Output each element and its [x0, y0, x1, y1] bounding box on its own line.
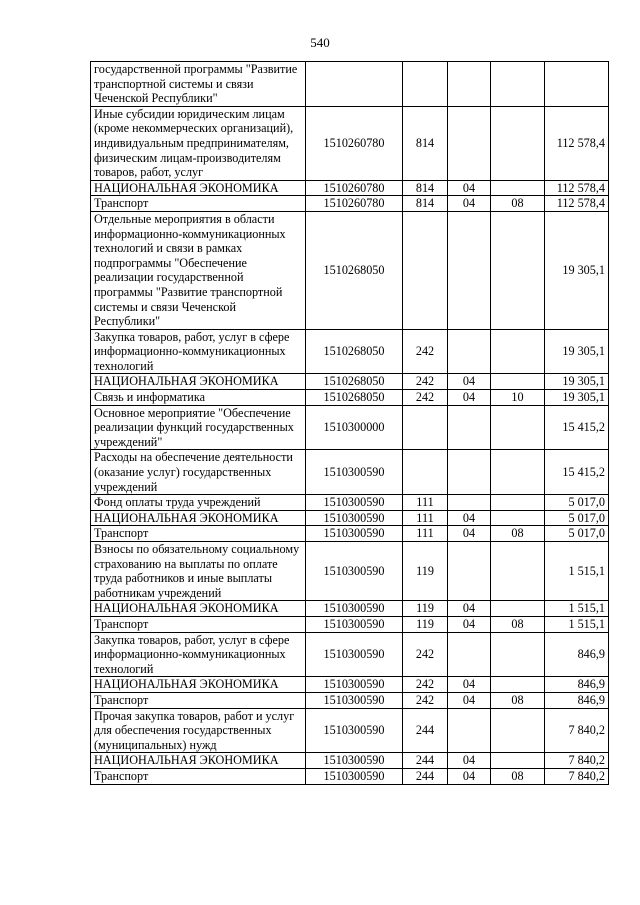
- row-amount-cell: 7 840,2: [545, 768, 609, 784]
- row-name-cell: Транспорт: [91, 692, 306, 708]
- row-target-code-cell: 1510268050: [306, 374, 403, 390]
- row-target-code-cell: 1510300590: [306, 708, 403, 753]
- row-expense-type-cell: 244: [403, 753, 448, 769]
- row-section-cell: [448, 495, 491, 511]
- row-target-code-cell: 1510300590: [306, 495, 403, 511]
- row-subsection-cell: [491, 180, 545, 196]
- row-name-cell: Закупка товаров, работ, услуг в сфере информационно-коммуникационных технологий: [91, 329, 306, 374]
- row-name-cell: Отдельные мероприятия в области информационно-коммуникационных технологий и связи в рамках подпрограммы "Обеспечение реализации государственной программы "Развитие транспортной системы и связи Чеченской Республики": [91, 211, 306, 329]
- row-amount-cell: 19 305,1: [545, 211, 609, 329]
- row-section-cell: [448, 106, 491, 180]
- row-amount-cell: 19 305,1: [545, 329, 609, 374]
- table-row: [91, 601, 609, 617]
- row-amount-cell: 5 017,0: [545, 495, 609, 511]
- row-target-code-cell: 1510300590: [306, 510, 403, 526]
- row-amount-cell: 5 017,0: [545, 510, 609, 526]
- table-row: [91, 390, 609, 406]
- row-expense-type-cell: 242: [403, 390, 448, 406]
- table-row: [91, 374, 609, 390]
- row-target-code-cell: 1510300590: [306, 450, 403, 495]
- row-target-code-cell: 1510268050: [306, 211, 403, 329]
- table-row: [91, 526, 609, 542]
- row-amount-cell: 846,9: [545, 677, 609, 693]
- row-section-cell: 04: [448, 768, 491, 784]
- row-amount-cell: 846,9: [545, 632, 609, 677]
- row-target-code-cell: 1510300590: [306, 616, 403, 632]
- row-name-cell: Транспорт: [91, 768, 306, 784]
- row-name-cell: Взносы по обязательному социальному страхованию на выплаты по оплате труда работников и иные выплаты работникам учреждений: [91, 542, 306, 601]
- table-row: [91, 495, 609, 511]
- row-target-code-cell: 1510300590: [306, 753, 403, 769]
- row-subsection-cell: 10: [491, 390, 545, 406]
- row-section-cell: [448, 405, 491, 450]
- table-row: [91, 708, 609, 753]
- row-amount-cell: 15 415,2: [545, 450, 609, 495]
- row-amount-cell: 15 415,2: [545, 405, 609, 450]
- row-subsection-cell: [491, 450, 545, 495]
- row-section-cell: [448, 632, 491, 677]
- row-section-cell: 04: [448, 616, 491, 632]
- row-section-cell: 04: [448, 374, 491, 390]
- row-subsection-cell: [491, 62, 545, 107]
- row-expense-type-cell: 814: [403, 196, 448, 212]
- row-section-cell: 04: [448, 196, 491, 212]
- row-target-code-cell: 1510268050: [306, 329, 403, 374]
- row-section-cell: [448, 211, 491, 329]
- row-section-cell: 04: [448, 180, 491, 196]
- row-section-cell: 04: [448, 692, 491, 708]
- row-section-cell: 04: [448, 526, 491, 542]
- row-target-code-cell: 1510260780: [306, 106, 403, 180]
- row-name-cell: Транспорт: [91, 616, 306, 632]
- row-expense-type-cell: 242: [403, 329, 448, 374]
- row-target-code-cell: 1510260780: [306, 180, 403, 196]
- table-row: [91, 106, 609, 180]
- row-subsection-cell: 08: [491, 692, 545, 708]
- table-row: [91, 692, 609, 708]
- row-subsection-cell: [491, 106, 545, 180]
- row-expense-type-cell: [403, 62, 448, 107]
- row-subsection-cell: [491, 601, 545, 617]
- row-name-cell: Фонд оплаты труда учреждений: [91, 495, 306, 511]
- row-target-code-cell: [306, 62, 403, 107]
- table-row: [91, 180, 609, 196]
- row-subsection-cell: 08: [491, 768, 545, 784]
- row-subsection-cell: 08: [491, 196, 545, 212]
- row-amount-cell: 1 515,1: [545, 616, 609, 632]
- row-name-cell: Прочая закупка товаров, работ и услуг для обеспечения государственных (муниципальных) нужд: [91, 708, 306, 753]
- row-expense-type-cell: 242: [403, 374, 448, 390]
- table-row: [91, 211, 609, 329]
- row-section-cell: [448, 542, 491, 601]
- row-name-cell: Расходы на обеспечение деятельности (оказание услуг) государственных учреждений: [91, 450, 306, 495]
- row-subsection-cell: [491, 211, 545, 329]
- table-row: [91, 510, 609, 526]
- row-subsection-cell: [491, 632, 545, 677]
- row-section-cell: [448, 329, 491, 374]
- row-amount-cell: 1 515,1: [545, 542, 609, 601]
- row-expense-type-cell: 111: [403, 495, 448, 511]
- row-amount-cell: 846,9: [545, 692, 609, 708]
- row-expense-type-cell: 242: [403, 677, 448, 693]
- row-target-code-cell: 1510268050: [306, 390, 403, 406]
- row-name-cell: Иные субсидии юридическим лицам (кроме некоммерческих организаций), индивидуальным предпринимателям, физическим лицам-производителям товаров, работ, услуг: [91, 106, 306, 180]
- row-subsection-cell: [491, 329, 545, 374]
- table-row: [91, 196, 609, 212]
- row-amount-cell: 7 840,2: [545, 753, 609, 769]
- row-expense-type-cell: 119: [403, 601, 448, 617]
- row-section-cell: 04: [448, 510, 491, 526]
- table-row: [91, 542, 609, 601]
- row-amount-cell: 5 017,0: [545, 526, 609, 542]
- row-amount-cell: 112 578,4: [545, 196, 609, 212]
- row-amount-cell: 112 578,4: [545, 106, 609, 180]
- row-subsection-cell: [491, 405, 545, 450]
- row-name-cell: Транспорт: [91, 526, 306, 542]
- row-expense-type-cell: 111: [403, 526, 448, 542]
- row-name-cell: государственной программы "Развитие транспортной системы и связи Чеченской Республики": [91, 62, 306, 107]
- row-expense-type-cell: [403, 405, 448, 450]
- row-section-cell: [448, 450, 491, 495]
- row-expense-type-cell: 119: [403, 542, 448, 601]
- row-expense-type-cell: 242: [403, 692, 448, 708]
- row-name-cell: НАЦИОНАЛЬНАЯ ЭКОНОМИКА: [91, 677, 306, 693]
- row-name-cell: НАЦИОНАЛЬНАЯ ЭКОНОМИКА: [91, 753, 306, 769]
- row-expense-type-cell: 244: [403, 708, 448, 753]
- row-name-cell: Основное мероприятие "Обеспечение реализации функций государственных учреждений": [91, 405, 306, 450]
- table-row: [91, 632, 609, 677]
- row-target-code-cell: 1510300590: [306, 632, 403, 677]
- row-expense-type-cell: 814: [403, 180, 448, 196]
- row-target-code-cell: 1510260780: [306, 196, 403, 212]
- row-expense-type-cell: [403, 211, 448, 329]
- row-name-cell: Закупка товаров, работ, услуг в сфере информационно-коммуникационных технологий: [91, 632, 306, 677]
- page-number: 540: [310, 35, 330, 50]
- row-expense-type-cell: 814: [403, 106, 448, 180]
- row-amount-cell: 7 840,2: [545, 708, 609, 753]
- row-target-code-cell: 1510300590: [306, 768, 403, 784]
- row-subsection-cell: [491, 753, 545, 769]
- row-section-cell: 04: [448, 677, 491, 693]
- row-amount-cell: 112 578,4: [545, 180, 609, 196]
- row-expense-type-cell: [403, 450, 448, 495]
- table-row: [91, 62, 609, 107]
- row-name-cell: Связь и информатика: [91, 390, 306, 406]
- row-subsection-cell: [491, 510, 545, 526]
- table-row: [91, 450, 609, 495]
- row-subsection-cell: [491, 542, 545, 601]
- row-subsection-cell: 08: [491, 616, 545, 632]
- row-section-cell: 04: [448, 390, 491, 406]
- table-row: [91, 753, 609, 769]
- row-amount-cell: 1 515,1: [545, 601, 609, 617]
- table-row: [91, 405, 609, 450]
- row-name-cell: НАЦИОНАЛЬНАЯ ЭКОНОМИКА: [91, 601, 306, 617]
- row-target-code-cell: 1510300590: [306, 526, 403, 542]
- row-section-cell: 04: [448, 753, 491, 769]
- row-expense-type-cell: 242: [403, 632, 448, 677]
- row-expense-type-cell: 119: [403, 616, 448, 632]
- table-row: [91, 616, 609, 632]
- budget-table: [90, 61, 609, 785]
- row-name-cell: НАЦИОНАЛЬНАЯ ЭКОНОМИКА: [91, 510, 306, 526]
- row-subsection-cell: 08: [491, 526, 545, 542]
- table-row: [91, 677, 609, 693]
- row-amount-cell: 19 305,1: [545, 374, 609, 390]
- row-section-cell: [448, 62, 491, 107]
- row-section-cell: 04: [448, 601, 491, 617]
- row-amount-cell: [545, 62, 609, 107]
- row-expense-type-cell: 244: [403, 768, 448, 784]
- row-subsection-cell: [491, 374, 545, 390]
- row-target-code-cell: 1510300000: [306, 405, 403, 450]
- row-subsection-cell: [491, 677, 545, 693]
- table-row: [91, 768, 609, 784]
- row-name-cell: НАЦИОНАЛЬНАЯ ЭКОНОМИКА: [91, 180, 306, 196]
- row-target-code-cell: 1510300590: [306, 601, 403, 617]
- table-body: [91, 62, 609, 785]
- row-name-cell: НАЦИОНАЛЬНАЯ ЭКОНОМИКА: [91, 374, 306, 390]
- row-name-cell: Транспорт: [91, 196, 306, 212]
- row-expense-type-cell: 111: [403, 510, 448, 526]
- table-row: [91, 329, 609, 374]
- row-target-code-cell: 1510300590: [306, 692, 403, 708]
- row-target-code-cell: 1510300590: [306, 542, 403, 601]
- row-target-code-cell: 1510300590: [306, 677, 403, 693]
- row-section-cell: [448, 708, 491, 753]
- row-subsection-cell: [491, 708, 545, 753]
- row-subsection-cell: [491, 495, 545, 511]
- row-amount-cell: 19 305,1: [545, 390, 609, 406]
